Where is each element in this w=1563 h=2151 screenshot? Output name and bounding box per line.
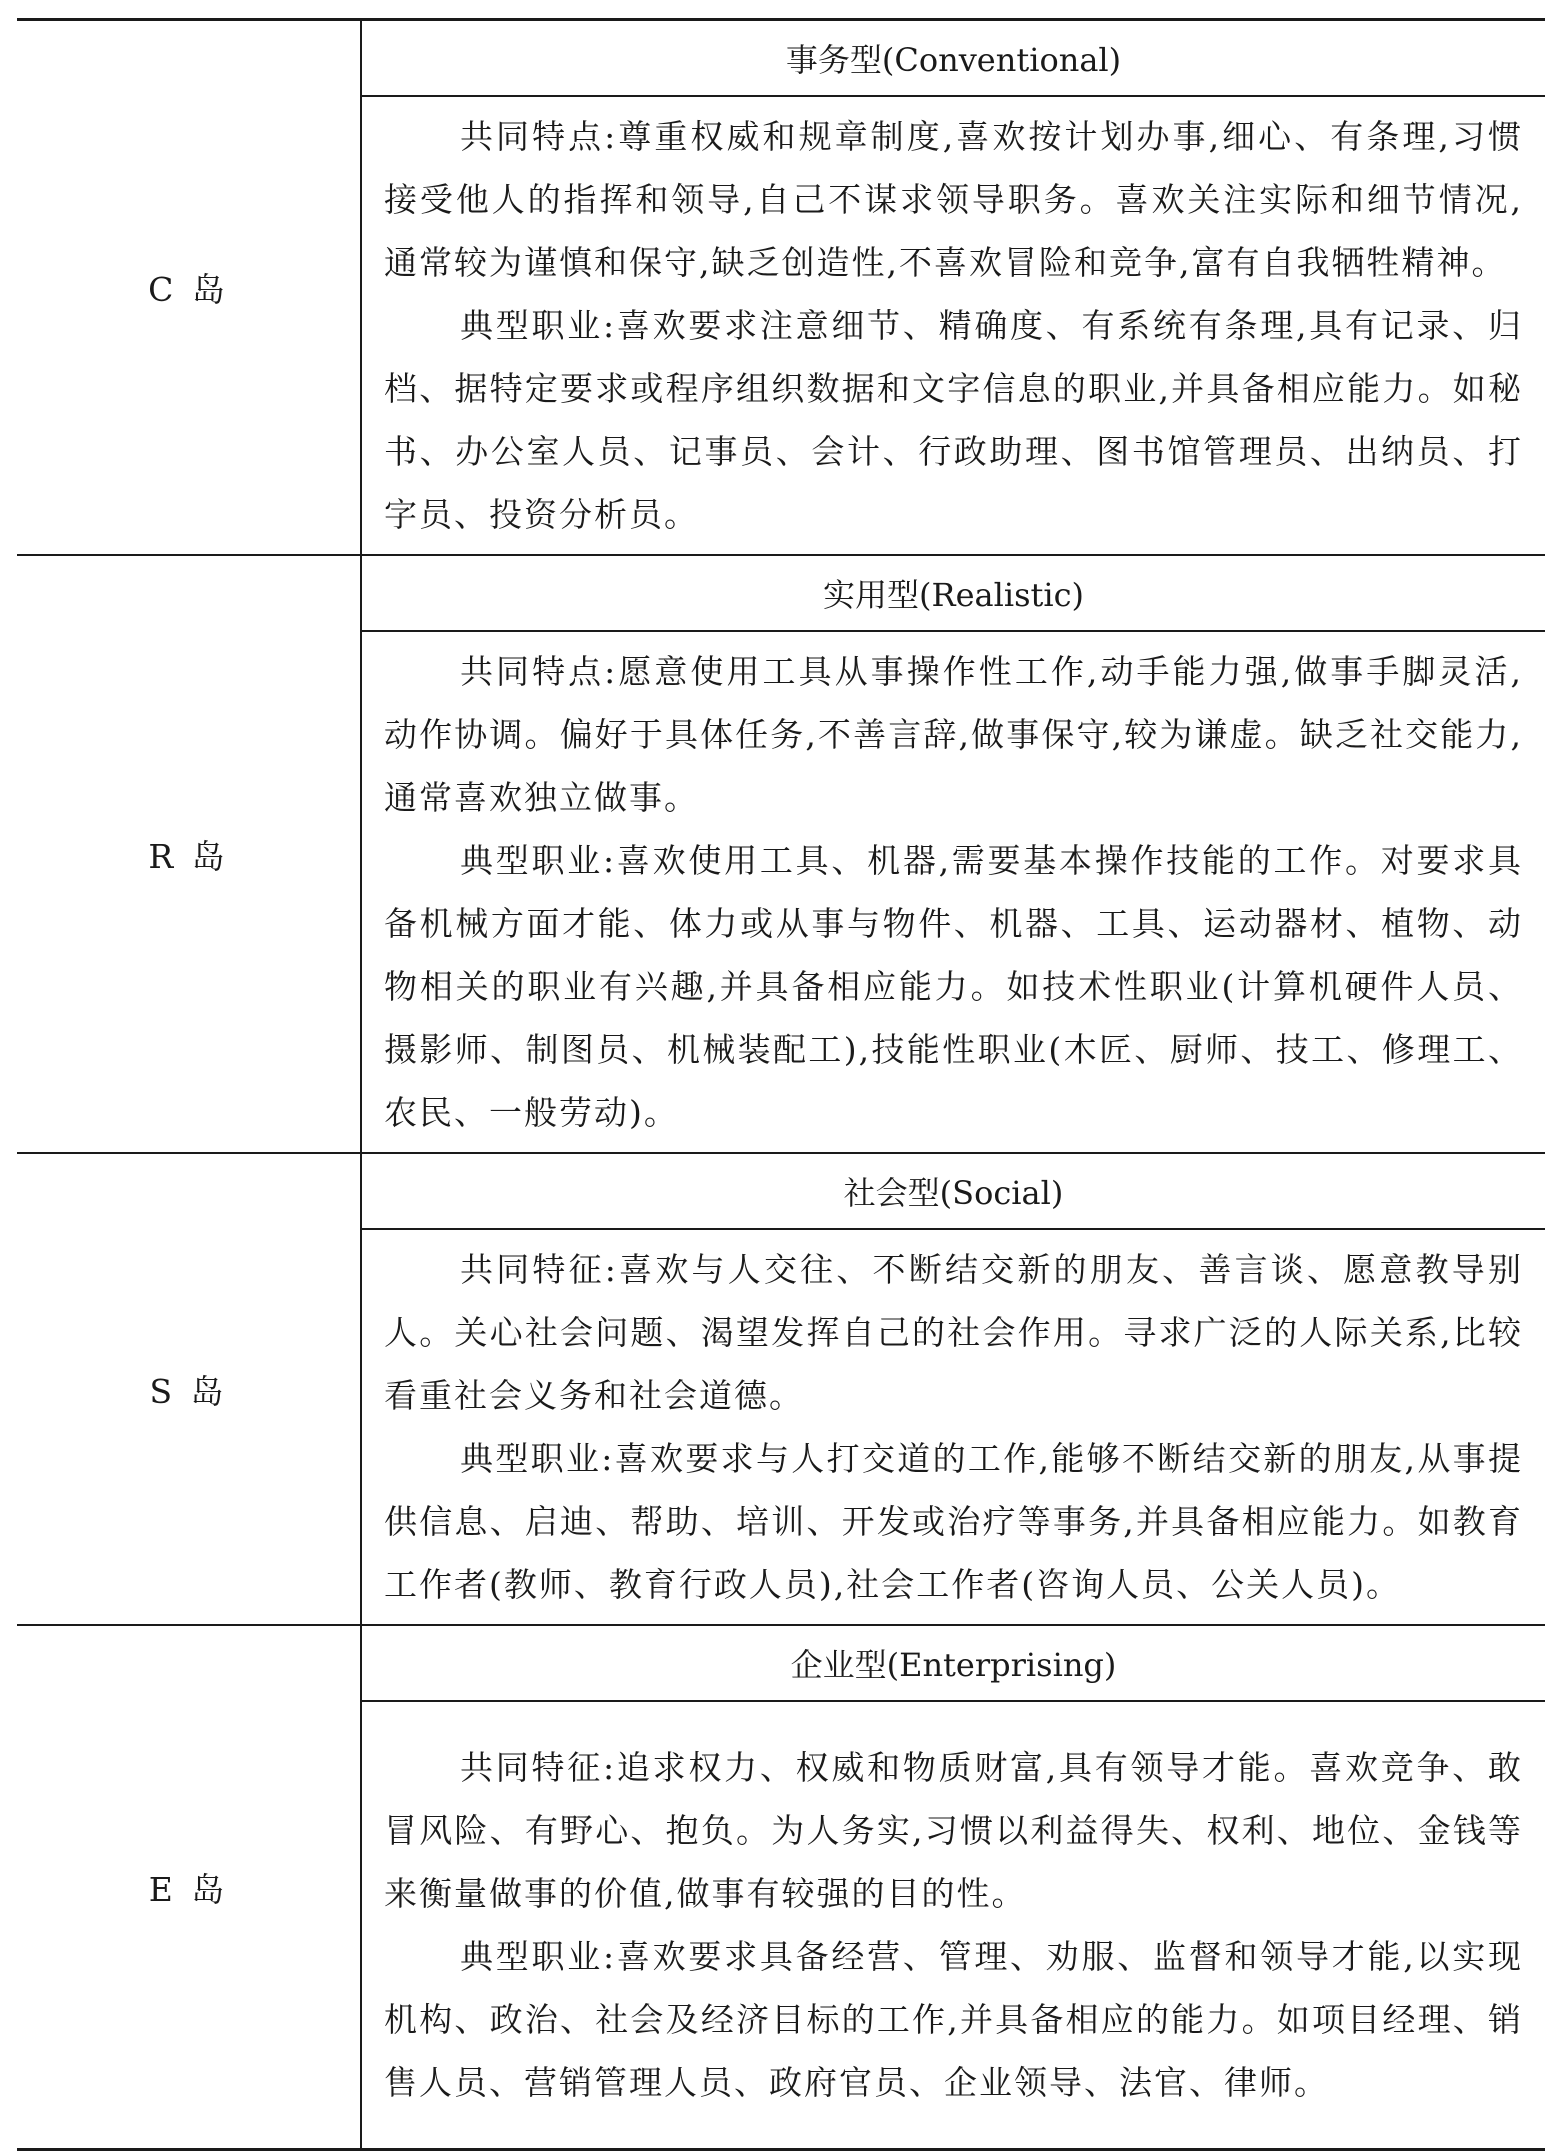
table-row: [17, 1625, 1545, 1701]
holland-islands-table: [17, 18, 1545, 2151]
description-cell: [361, 1229, 1545, 1625]
typical-careers-text: 典型职业:喜欢使用工具、机器,需要基本操作技能的工作。对要求具备机械方面才能、体力或从事与物件、机器、工具、运动器材、植物、动物相关的职业有兴趣,并具备相应能力。如技术性职业(计算机硬件人员、摄影师、制图员、机械装配工),技能性职业(木匠、厨师、技工、修理工、农民、一般劳动)。: [384, 841, 1523, 1132]
typical-careers-text: 典型职业:喜欢要求注意细节、精确度、有系统有条理,具有记录、归档、据特定要求或程序组织数据和文字信息的职业,并具备相应能力。如秘书、办公室人员、记事员、会计、行政助理、图书馆管理员、出纳员、打字员、投资分析员。: [384, 306, 1523, 534]
type-heading-conventional: 事务型(Conventional): [361, 20, 1545, 97]
common-features-text: 共同特点:愿意使用工具从事操作性工作,动手能力强,做事手脚灵活,动作协调。偏好于具体任务,不善言辞,做事保守,较为谦虚。缺乏社交能力,通常喜欢独立做事。: [384, 652, 1523, 817]
table-row: [17, 1153, 1545, 1229]
island-label-r: R 岛: [17, 555, 361, 1153]
typical-careers-text: 典型职业:喜欢要求具备经营、管理、劝服、监督和领导才能,以实现机构、政治、社会及经济目标的工作,并具备相应的能力。如项目经理、销售人员、营销管理人员、政府官员、企业领导、法官、律师。: [384, 1937, 1523, 2102]
type-heading-social: 社会型(Social): [361, 1153, 1545, 1229]
common-features-text: 共同特征:追求权力、权威和物质财富,具有领导才能。喜欢竞争、敢冒风险、有野心、抱负。为人务实,习惯以利益得失、权利、地位、金钱等来衡量做事的价值,做事有较强的目的性。: [384, 1748, 1523, 1913]
description-cell: [361, 96, 1545, 555]
typical-careers-text: 典型职业:喜欢要求与人打交道的工作,能够不断结交新的朋友,从事提供信息、启迪、帮助、培训、开发或治疗等事务,并具备相应能力。如教育工作者(教师、教育行政人员),社会工作者(咨询人员、公关人员)。: [384, 1439, 1523, 1604]
description-cell: [361, 1701, 1545, 2150]
common-features-text: 共同特征:喜欢与人交往、不断结交新的朋友、善言谈、愿意教导别人。关心社会问题、渴望发挥自己的社会作用。寻求广泛的人际关系,比较看重社会义务和社会道德。: [384, 1250, 1523, 1415]
description-cell: [361, 631, 1545, 1153]
island-label-e: E 岛: [17, 1625, 361, 2150]
island-label-c: C 岛: [17, 20, 361, 556]
table-row: [17, 20, 1545, 97]
type-heading-enterprising: 企业型(Enterprising): [361, 1625, 1545, 1701]
table-row: [17, 555, 1545, 631]
island-label-s: S 岛: [17, 1153, 361, 1625]
type-heading-realistic: 实用型(Realistic): [361, 555, 1545, 631]
common-features-text: 共同特点:尊重权威和规章制度,喜欢按计划办事,细心、有条理,习惯接受他人的指挥和领导,自己不谋求领导职务。喜欢关注实际和细节情况,通常较为谨慎和保守,缺乏创造性,不喜欢冒险和竞争,富有自我牺牲精神。: [384, 117, 1523, 282]
